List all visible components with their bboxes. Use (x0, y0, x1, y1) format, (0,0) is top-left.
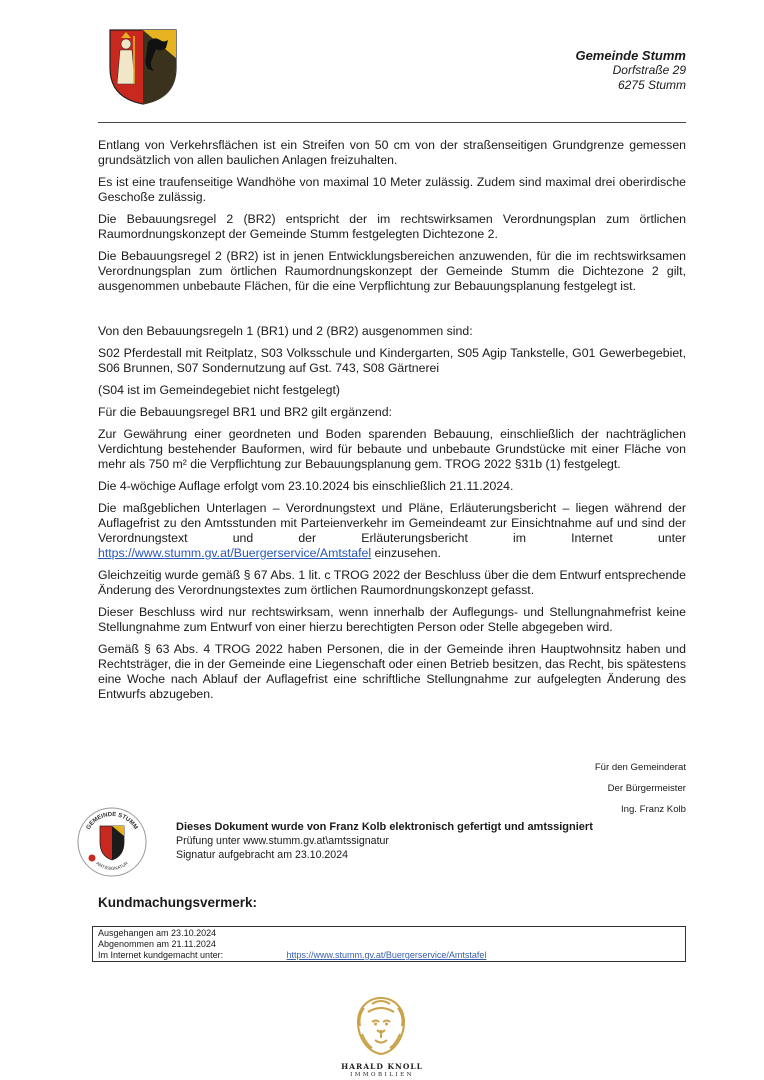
footer-logo-text (322, 1063, 442, 1079)
signature-block (595, 757, 686, 820)
amtssignatur-text (176, 820, 593, 862)
amtssignatur-line1: Dieses Dokument wurde von Franz Kolb elektronisch gefertigt und amtssigniert (176, 821, 593, 833)
signature-line-buergermeister: Der Bürgermeister (607, 783, 686, 794)
signature-line-gemeinderat: Für den Gemeinderat (594, 762, 686, 773)
paragraph-beschluss: Gleichzeitig wurde gemäß § 67 Abs. 1 lit. c TROG 2022 der Beschluss über die dem Entwurf entsprechende Änderung des Verordnungstextes zum örtlichen Raumordnungskonzept gefasst. (98, 568, 686, 597)
amtssignatur-line2: Prüfung unter www.stumm.gv.at\amtssignatur (176, 835, 389, 847)
coat-of-arms-icon (108, 28, 178, 106)
paragraph-ergaenzend: Für die Bebauungsregel BR1 und BR2 gilt ergänzend: (98, 405, 392, 419)
paragraph-wandhoehe: Es ist eine traufenseitige Wandhöhe von maximal 10 Meter zulässig. Zudem sind maximal drei oberirdische Geschoße zulässig. (98, 175, 686, 204)
paragraph-ausnahmen-liste: S02 Pferdestall mit Reitplatz, S03 Volksschule und Kindergarten, S05 Agip Tankstelle, G01 Gewerbegebiet, S06 Brunnen, S07 Sondernutzung auf Gst. 743, S08 Gärtnerei (98, 346, 686, 375)
paragraph-verkehrsflaechen: Entlang von Verkehrsflächen ist ein Streifen von 50 cm von der straßenseitigen Grundgrenze gemessen grundsätzlich von allen baulichen Anlagen freizuhalten. (98, 138, 686, 167)
paragraph-br2-definition: Die Bebauungsregel 2 (BR2) entspricht der im rechtswirksamen Verordnungsplan zum örtlichen Raumordnungskonzept der Gemeinde Stumm festgelegten Dichtezone 2. (98, 212, 686, 241)
paragraph-stellungnahme: Gemäß § 63 Abs. 4 TROG 2022 haben Personen, die in der Gemeinde ihren Hauptwohnsitz haben und Rechtsträger, die in der Gemeinde eine Liegenschaft oder einen Betrieb besitzen, das Recht, bis spätestens eine Woche nach Ablauf der Auflagefrist eine schriftliche Stellungnahme zur aufgelegten Änderung des Entwurfs abzugeben. (98, 642, 686, 701)
kundmachung-internet-link[interactable]: https://www.stumm.gv.at/Buergerservice/Amtstafel (286, 950, 487, 960)
paragraph-auflage: Die 4-wöchige Auflage erfolgt vom 23.10.2024 bis einschließlich 21.11.2024. (98, 479, 514, 493)
signature-line-name: Ing. Franz Kolb (620, 804, 686, 815)
amtssignatur-line3: Signatur aufgebracht am 23.10.2024 (176, 849, 348, 861)
header-divider (98, 122, 686, 123)
street-address: Dorfstraße 29 (612, 63, 686, 77)
paragraph-rechtswirksam: Dieser Beschluss wird nur rechtswirksam, wenn innerhalb der Auflegungs- und Stellungnahmefrist keine Stellungnahme zum Entwurf von einer hierzu berechtigten Person oder Stelle abgegeben wird. (98, 605, 686, 634)
footer-logo-name: HARALD KNOLL (341, 1062, 423, 1071)
seal-top-text: GEMEINDE STUMM (85, 811, 139, 831)
paragraph-br2-anwendung: Die Bebauungsregel 2 (BR2) ist in jenen Entwicklungsbereichen anzuwenden, für die im rechtswirksamen Verordnungsplan zum örtlichen Raumordnungskonzept der Gemeinde Stumm die Dichtezone 2 gilt, ausgenommen unbebaute Flächen, für die eine Verpflichtung zur Bebauungsplanung festgelegt ist. (98, 249, 686, 293)
seal-bottom-text: AMTSSIGNATUR (95, 860, 129, 872)
amtstafel-link[interactable]: https://www.stumm.gv.at/Buergerservice/Amtstafel (98, 546, 372, 560)
city-address: 6275 Stumm (617, 78, 686, 92)
unterlagen-text: Die maßgeblichen Unterlagen – Verordnungstext und Pläne, Erläuterungsbericht – liegen während der Auflagefrist zu den Amtsstunden mit Parteienverkehr im Gemeindeamt zur Einsichtnahme auf und sind der Verordnungstext und der Erläuterungsbericht im Internet unter (98, 501, 686, 545)
kundmachung-internet-label: Im Internet kundgemacht unter: (98, 950, 224, 960)
unterlagen-after: einzusehen. (374, 546, 441, 560)
kundmachung-internet (98, 950, 680, 961)
municipality-name: Gemeinde Stumm (575, 48, 686, 63)
paragraph-s04: (S04 ist im Gemeindegebiet nicht festgelegt) (98, 383, 340, 397)
kundmachung-abgenommen: Abgenommen am 21.11.2024 (98, 939, 216, 949)
lion-logo-icon (350, 994, 412, 1058)
kundmachung-box (92, 926, 686, 962)
amtssignatur-seal-icon (76, 806, 148, 878)
paragraph-ausnahmen-intro: Von den Bebauungsregeln 1 (BR1) und 2 (BR2) ausgenommen sind: (98, 324, 473, 338)
kundmachung-ausgehangen: Ausgehangen am 23.10.2024 (98, 928, 217, 938)
paragraph-unterlagen (98, 501, 686, 561)
document-body (98, 138, 686, 709)
paragraph-bebauungsplanung: Zur Gewährung einer geordneten und Boden sparenden Bebauung, einschließlich der nachträglichen Verdichtung bestehender Bauformen, wird für bebaute und unbebaute Grundstücke mit einer Fläche von mehr als 750 m² die Verpflichtung zur Bebauungsplanung gem. TROG 2022 §31b (1) festgelegt. (98, 427, 686, 471)
letterhead-address (575, 48, 686, 93)
footer-logo-sub: IMMOBILIEN (350, 1072, 414, 1078)
kundmachung-title: Kundmachungsvermerk: (98, 895, 258, 910)
